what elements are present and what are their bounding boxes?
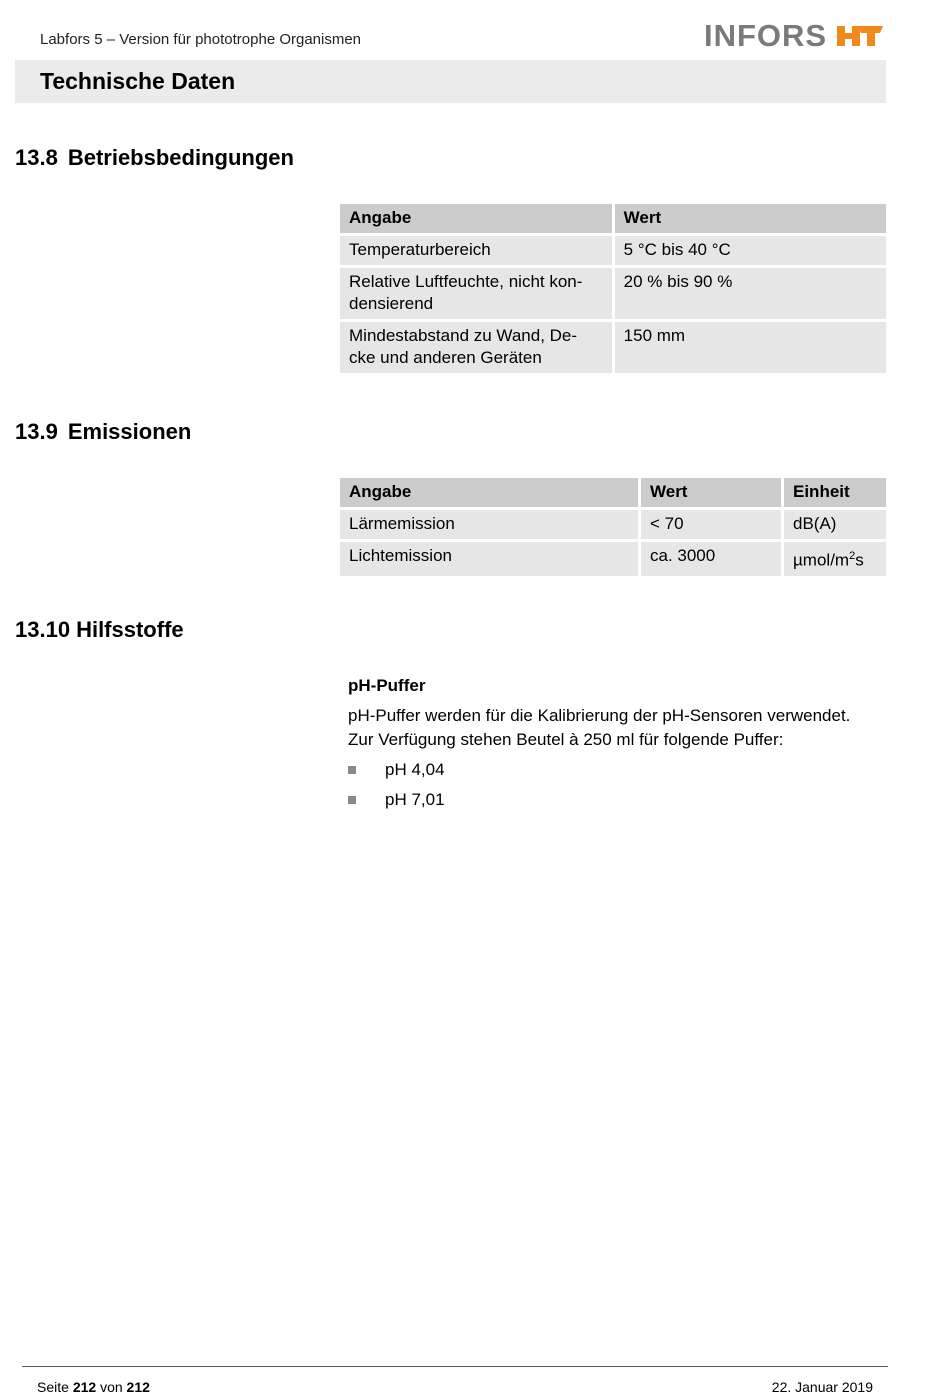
cell-line: Relative Luftfeuchte, nicht kon- — [349, 272, 583, 291]
table-row — [340, 268, 886, 319]
page-prefix: Seite — [37, 1379, 69, 1395]
paragraph-line: pH-Puffer werden für die Kalibrierung der pH-Sensoren verwendet. — [348, 706, 851, 725]
table-cell: 20 % bis 90 % — [615, 268, 886, 319]
section-heading-emissionen — [15, 419, 191, 445]
cell-line: cke und anderen Geräten — [349, 348, 542, 367]
emissions-table — [337, 475, 889, 579]
list-item — [348, 758, 445, 782]
footer-divider — [22, 1366, 888, 1367]
unit-base: µmol/m — [793, 550, 850, 570]
chapter-title: Technische Daten — [40, 68, 236, 94]
table-cell: Lärmemission — [340, 510, 638, 539]
cell-line: densierend — [349, 294, 434, 313]
header-cell: Wert — [641, 478, 781, 507]
table-cell: 5 °C bis 40 °C — [615, 236, 886, 265]
section-number: 13.9 — [15, 419, 58, 444]
table-header-row — [340, 204, 886, 233]
section-title: Emissionen — [67, 419, 192, 444]
table-row — [340, 510, 886, 539]
footer-date: 22. Januar 2019 — [771, 1379, 873, 1395]
header-cell: Angabe — [340, 478, 638, 507]
square-bullet-icon — [348, 796, 356, 804]
table-cell — [340, 268, 612, 319]
section-heading-betriebsbedingungen — [15, 145, 294, 171]
chapter-band — [15, 60, 886, 103]
page-mid: von — [100, 1379, 123, 1395]
list-item-text: pH 4,04 — [385, 760, 445, 779]
section-title: Hilfsstoffe — [76, 617, 184, 642]
section-number: 13.8 — [15, 145, 58, 170]
operating-conditions-table — [337, 201, 889, 376]
table-header-row — [340, 478, 886, 507]
infors-ht-logo — [704, 20, 885, 52]
table-cell: < 70 — [641, 510, 781, 539]
unit-suffix: s — [855, 550, 864, 570]
table-cell — [340, 322, 612, 373]
square-bullet-icon — [348, 766, 356, 774]
page-number — [37, 1379, 150, 1395]
table-cell: 150 mm — [615, 322, 886, 373]
table-row — [340, 542, 886, 576]
section-title: Betriebsbedingungen — [67, 145, 294, 170]
table-cell: Lichtemission — [340, 542, 638, 576]
page-current: 212 — [72, 1379, 97, 1395]
paragraph — [348, 704, 850, 752]
subheading-ph-puffer: pH-Puffer — [348, 676, 426, 695]
header-cell: Wert — [615, 204, 886, 233]
table-cell: Temperaturbereich — [340, 236, 612, 265]
table-row — [340, 322, 886, 373]
paragraph-line: Zur Verfügung stehen Beutel à 250 ml für folgende Puffer: — [348, 730, 784, 749]
header-cell: Einheit — [784, 478, 886, 507]
section-number: 13.10 — [15, 617, 71, 642]
table-cell — [784, 542, 886, 576]
header-cell: Angabe — [340, 204, 612, 233]
table-cell: dB(A) — [784, 510, 886, 539]
ht-logo-icon — [835, 24, 885, 48]
page-total: 212 — [126, 1379, 150, 1395]
section-heading-hilfsstoffe — [15, 617, 184, 643]
cell-line: Mindestabstand zu Wand, De- — [349, 326, 578, 345]
document-title: Labfors 5 – Version für phototrophe Organismen — [40, 31, 362, 48]
table-row — [340, 236, 886, 265]
list-item — [348, 788, 445, 812]
list-item-text: pH 7,01 — [385, 790, 445, 809]
unit-superscript: 2 — [849, 550, 856, 562]
logo-wordmark: INFORS — [704, 18, 828, 53]
table-cell: ca. 3000 — [641, 542, 781, 576]
